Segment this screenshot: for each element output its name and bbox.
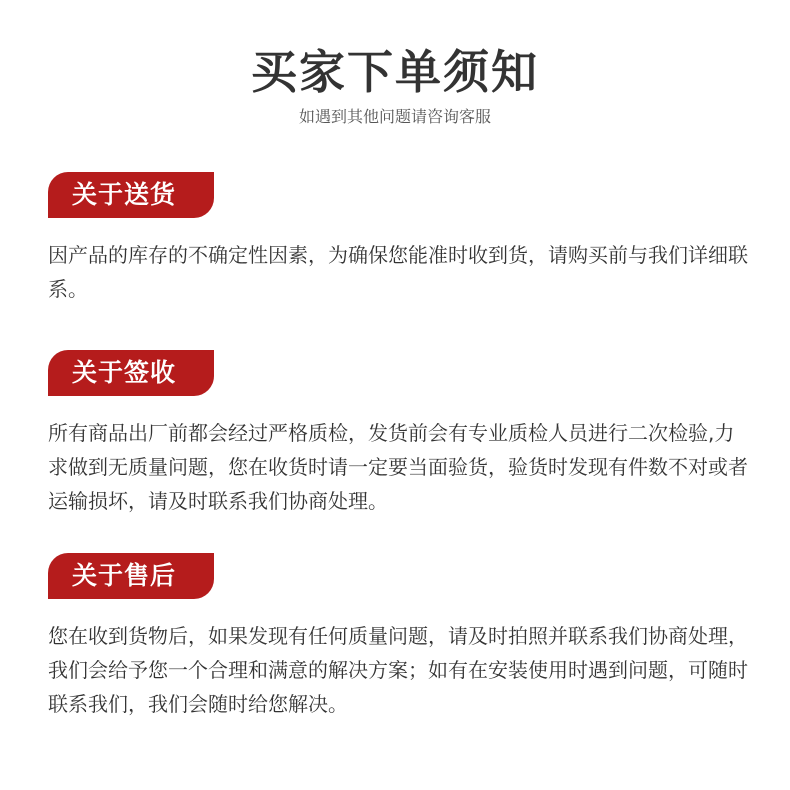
section-label-delivery: 关于送货	[48, 172, 214, 218]
section-label-after-sales: 关于售后	[48, 553, 214, 599]
section-text-delivery: 因产品的库存的不确定性因素，为确保您能准时收到货，请购买前与我们详细联系。	[48, 243, 748, 301]
section-text-receipt: 所有商品出厂前都会经过严格质检，发货前会有专业质检人员进行二次检验,力求做到无质量问题，您在收货时请一定要当面验货，验货时发现有件数不对或者运输损坏，请及时联系我们协商处理。	[48, 421, 748, 513]
section-delivery	[48, 172, 748, 306]
section-text-after-sales: 您在收到货物后，如果发现有任何质量问题，请及时拍照并联系我们协商处理，我们会给予您一个合理和满意的解决方案；如有在安装使用时遇到问题，可随时联系我们，我们会随时给您解决。	[48, 624, 748, 716]
page-title: 买家下单须知	[251, 45, 539, 99]
page-subtitle: 如遇到其他问题请咨询客服	[298, 107, 491, 126]
section-label-receipt: 关于签收	[48, 350, 214, 396]
section-receipt	[48, 350, 748, 518]
section-after-sales	[48, 553, 748, 721]
